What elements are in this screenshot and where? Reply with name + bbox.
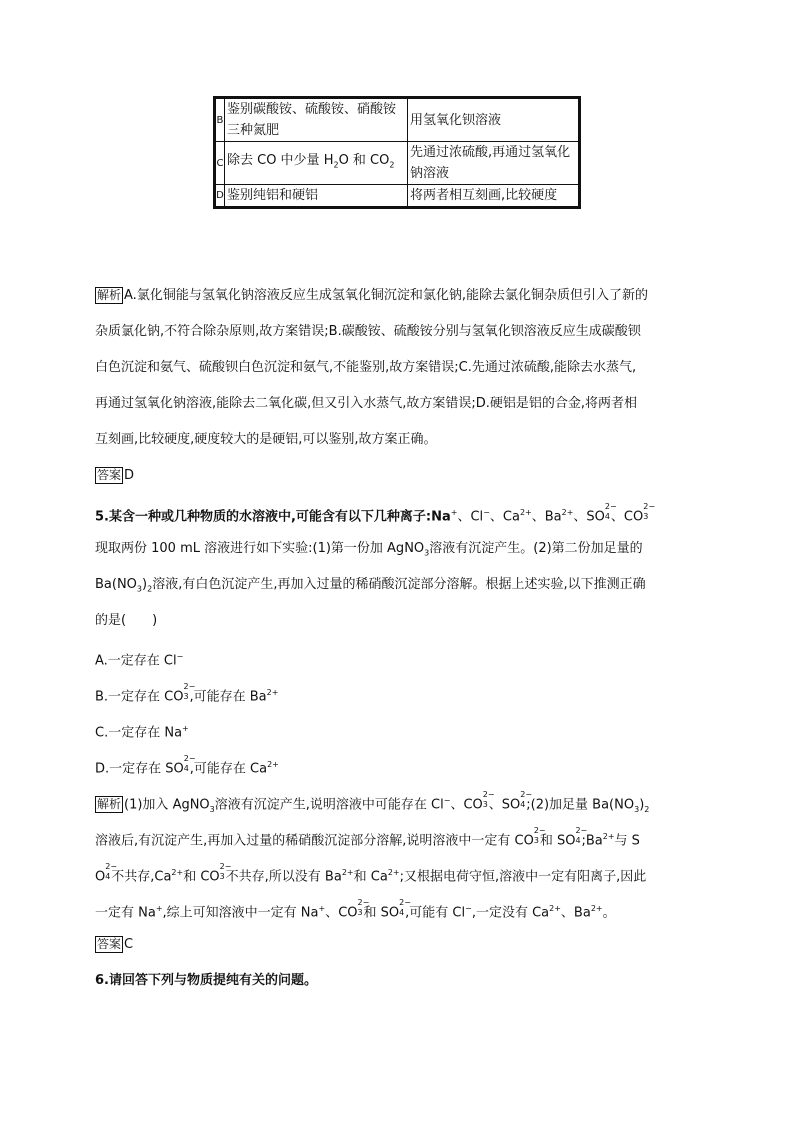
table-row — [215, 185, 580, 208]
superscript: 2+ — [549, 904, 561, 913]
option-d[interactable] — [95, 755, 279, 779]
charge: 2− — [604, 502, 617, 512]
question-text: 、Cl — [457, 509, 484, 525]
superscript: + — [450, 508, 458, 517]
experiment-item: 鉴别碳酸铵、硫酸铵、硝酸铵三种氮肥 — [224, 98, 407, 142]
analysis-text: 一定有 Na — [95, 905, 156, 921]
option-text: D.一定存在 SO — [95, 761, 184, 777]
analysis-text: ) — [639, 797, 645, 813]
charge: 2− — [357, 898, 370, 908]
superscript: 2+ — [267, 760, 279, 769]
ion-charge — [520, 790, 533, 810]
answer-value: C — [124, 937, 134, 952]
answer-line — [95, 466, 134, 486]
analysis-line: 再通过氢氧化钠溶液,能除去二氧化碳,但又引入水蒸气,故方案错误;D.硬铝是铝的合金,将两者相 — [95, 396, 638, 411]
subscript: 3 — [209, 804, 215, 814]
subscript: 3 — [219, 872, 225, 882]
analysis-text: 不共存,Ca — [111, 869, 172, 885]
subscript: 3 — [533, 836, 539, 846]
question-text: 、Ca — [489, 509, 520, 525]
experiment-item: 鉴别纯铝和硬铝 — [224, 185, 407, 208]
table-row — [215, 98, 580, 142]
analysis-line — [95, 899, 616, 923]
analysis-line — [95, 827, 640, 851]
question-5-line — [95, 539, 643, 564]
subscript: 3 — [424, 548, 430, 558]
charge: 2− — [399, 898, 411, 908]
experiment-method: 用氢氧化钡溶液 — [407, 98, 579, 142]
charge: 2− — [219, 862, 232, 872]
experiment-method: 先通过浓硫酸,再通过氢氧化钠溶液 — [407, 142, 579, 185]
ion-charge — [482, 790, 495, 810]
question-text: 、SO — [573, 509, 605, 525]
subscript: 2 — [147, 584, 153, 594]
analysis-line: 互刻画,比较硬度,硬度较大的是硬铝,可以鉴别,故方案正确。 — [95, 432, 437, 447]
answer-value: D — [124, 468, 135, 483]
option-text: ,可能存在 Ca — [189, 761, 268, 777]
subscript: 2 — [333, 160, 339, 170]
superscript: − — [483, 508, 490, 517]
question-5-line — [95, 575, 646, 600]
analysis-text: 和 SO — [539, 833, 576, 849]
analysis-text: 不共存,所以没有 Ba — [225, 869, 342, 885]
option-letter: D — [215, 185, 225, 208]
superscript: 2+ — [602, 832, 615, 841]
charge: 2− — [520, 790, 533, 800]
analysis-text: 、CO — [450, 797, 483, 813]
superscript: 2+ — [590, 904, 603, 913]
charge: 2− — [575, 826, 588, 836]
superscript: − — [465, 904, 472, 913]
option-letter: C — [215, 142, 225, 185]
question-text: Ba(NO — [95, 577, 137, 592]
question-text: 5.某含一种或几种物质的水溶液中,可能含有以下几种离子:Na — [95, 509, 451, 525]
analysis-text: 溶液后,有沉淀产生,再加入过量的稀硝酸沉淀部分溶解,说明溶液中一定有 CO — [95, 833, 534, 849]
analysis-text: ;Ba — [581, 833, 603, 849]
ion-charge — [575, 826, 588, 846]
ion-charge — [219, 862, 232, 882]
analysis-text: 。 — [602, 905, 616, 921]
subscript: 3 — [183, 692, 189, 702]
ion-charge — [533, 826, 546, 846]
analysis-text: 、SO — [488, 797, 521, 813]
subscript: 3 — [482, 800, 488, 810]
question-6 — [95, 971, 317, 991]
option-text: A.一定存在 Cl — [95, 653, 177, 669]
analysis-line — [95, 791, 649, 820]
subscript: 4 — [399, 908, 405, 918]
charge: 2− — [643, 502, 656, 512]
analysis-line — [95, 863, 646, 887]
charge: 2− — [533, 826, 546, 836]
question-text: 、Ba — [531, 509, 562, 525]
item-text: O 和 CO — [338, 153, 390, 169]
subscript: 4 — [575, 836, 581, 846]
subscript: 4 — [604, 512, 611, 522]
analysis-label: 解析 — [97, 797, 122, 812]
subscript: 2 — [389, 160, 395, 170]
analysis-line: 杂质氯化钠,不符合除杂原则,故方案错误;B.碳酸铵、硫酸铵分别与氢氧化钡溶液反应生成碳酸钡 — [95, 324, 641, 339]
question-5-line — [95, 502, 656, 527]
analysis-label: 解析 — [97, 288, 122, 302]
subscript: 3 — [634, 804, 640, 814]
experiment-table — [213, 96, 581, 209]
charge: 2− — [183, 682, 196, 692]
superscript: 2+ — [341, 868, 354, 877]
analysis-text: 、Ba — [560, 905, 591, 921]
superscript: 2+ — [387, 868, 400, 877]
option-b[interactable] — [95, 683, 278, 707]
analysis-text: (1)加入 AgNO — [124, 797, 210, 813]
subscript: 2 — [644, 804, 650, 814]
analysis-text: 、CO — [325, 905, 358, 921]
experiment-method: 将两者相互刻画,比较硬度 — [407, 185, 579, 208]
analysis-line: 白色沉淀和氨气、硫酸钡白色沉淀和氨气,不能鉴别,故方案错误;C.先通过浓硫酸,能除去水蒸气, — [95, 360, 637, 375]
option-text: ,可能存在 Ba — [189, 689, 267, 705]
ion-charge — [357, 898, 370, 918]
option-text: B.一定存在 CO — [95, 689, 184, 705]
question-5-line: 的是( ) — [95, 613, 158, 628]
question-text: 6.请回答下列与物质提纯有关的问题。 — [95, 973, 317, 988]
option-a[interactable] — [95, 647, 183, 671]
superscript: 2+ — [519, 508, 532, 517]
experiment-item — [224, 142, 407, 185]
charge: 2− — [482, 790, 495, 800]
subscript: 4 — [183, 764, 189, 774]
analysis-text: ;又根据电荷守恒,溶液中一定有阳离子,因此 — [399, 869, 647, 885]
answer-label: 答案 — [97, 468, 122, 482]
analysis-text: 溶液有沉淀产生,说明溶液中可能存在 Cl — [214, 797, 444, 813]
question-text: 、CO — [610, 509, 644, 525]
analysis-text: ,一定没有 Ca — [471, 905, 550, 921]
superscript: − — [443, 796, 451, 805]
ion-charge — [105, 862, 118, 882]
superscript: 2+ — [561, 508, 574, 517]
question-text: 溶液有沉淀产生。(2)第二份加足量的 — [429, 541, 643, 556]
subscript: 4 — [105, 872, 111, 882]
ion-charge — [643, 502, 656, 522]
option-text: C.一定存在 Na — [95, 725, 183, 741]
analysis-text: O — [95, 869, 106, 885]
question-text: 溶液,有白色沉淀产生,再加入过量的稀硝酸沉淀部分溶解。根据上述实验,以下推测正确 — [152, 577, 646, 592]
analysis-text: 与 S — [614, 833, 640, 849]
superscript: 2+ — [171, 868, 184, 877]
subscript: 4 — [520, 800, 526, 810]
question-text: 现取两份 100 mL 溶液进行如下实验:(1)第一份加 AgNO — [95, 541, 425, 556]
superscript: + — [155, 904, 163, 913]
ion-charge — [399, 898, 411, 918]
ion-charge — [183, 754, 196, 774]
subscript: 3 — [357, 908, 363, 918]
subscript: 3 — [136, 584, 143, 594]
charge: 2− — [105, 862, 118, 872]
option-letter: B — [215, 98, 225, 142]
superscript: + — [318, 904, 326, 913]
analysis-text: ;(2)加足量 Ba(NO — [526, 797, 635, 813]
item-text: 除去 CO 中少量 H — [226, 153, 334, 169]
subscript: 3 — [643, 512, 649, 522]
experiment-table-wrap — [213, 96, 581, 209]
analysis-text: 和 CO — [183, 869, 220, 885]
analysis-text: 和 SO — [363, 905, 400, 921]
answer-label: 答案 — [97, 937, 122, 951]
ion-charge — [183, 682, 196, 702]
analysis-text: 和 Ca — [353, 869, 388, 885]
ion-charge — [604, 502, 617, 522]
superscript: − — [176, 652, 184, 661]
table-row — [215, 142, 580, 185]
superscript: + — [182, 724, 189, 733]
analysis-text: A.氯化铜能与氢氧化钠溶液反应生成氢氧化铜沉淀和氯化钠,能除去氯化铜杂质但引入了新的 — [124, 288, 648, 303]
charge: 2− — [183, 754, 196, 764]
option-c[interactable] — [95, 719, 189, 743]
answer-line — [95, 935, 133, 955]
analysis-line — [95, 286, 648, 306]
question-text: ) — [142, 577, 148, 592]
analysis-text: ,综上可知溶液中一定有 Na — [162, 905, 319, 921]
superscript: 2+ — [266, 688, 279, 697]
analysis-text: ,可能有 Cl — [405, 905, 466, 921]
